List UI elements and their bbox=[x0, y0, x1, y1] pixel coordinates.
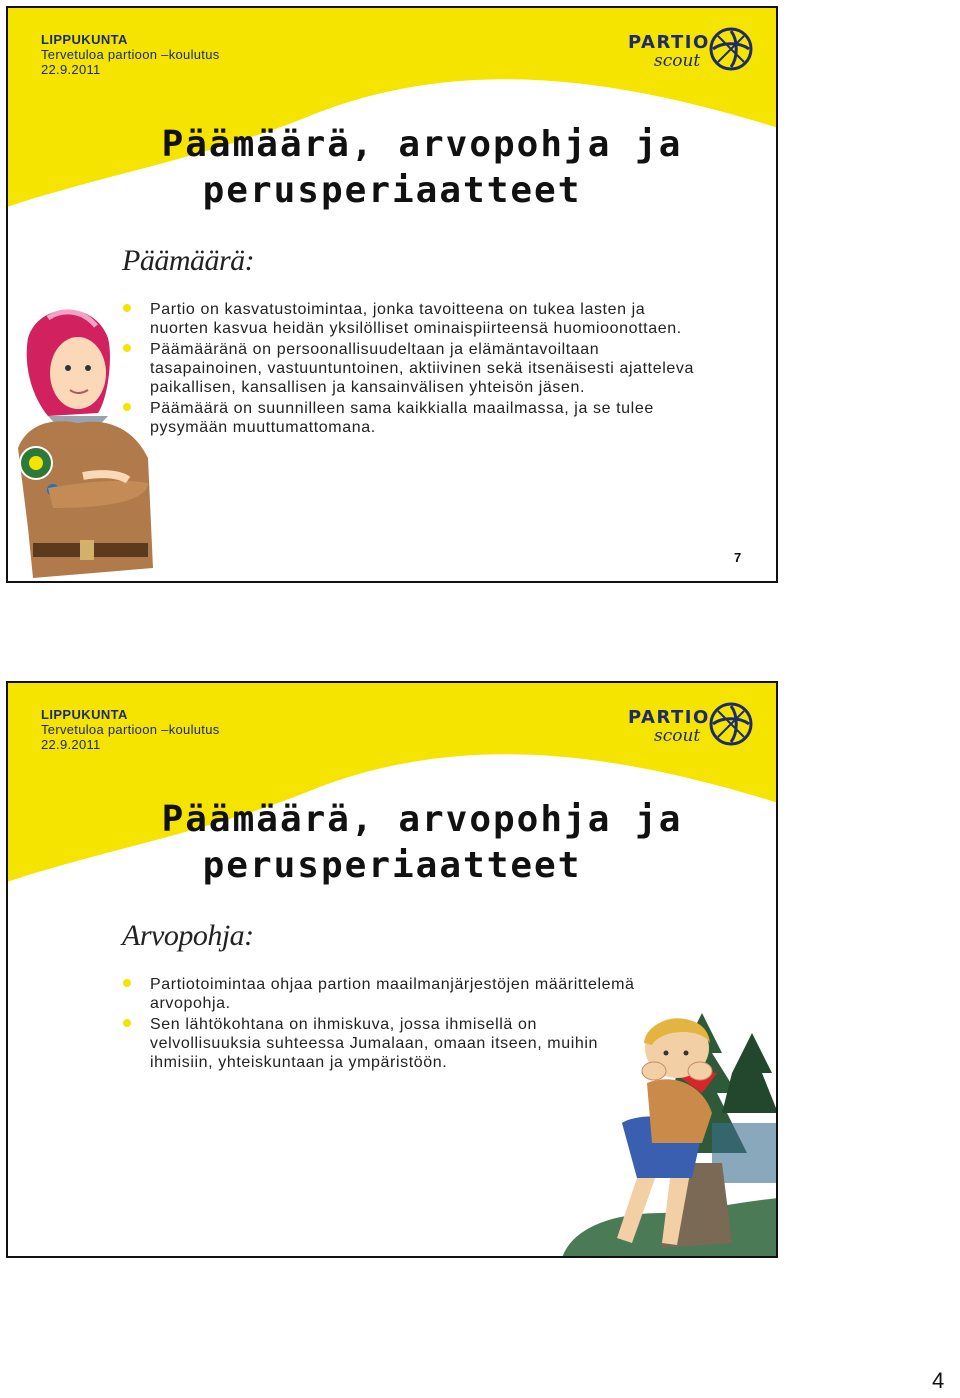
list-item: Partiotoimintaa ohjaa partion maailmanjärjestöjen määrittelemä arvopohja. bbox=[120, 975, 640, 1013]
scout-emblem-icon bbox=[708, 26, 754, 72]
header-subtitle: Tervetuloa partioon –koulutus bbox=[41, 722, 220, 737]
slide-2 bbox=[6, 681, 778, 1258]
bullet-list bbox=[120, 300, 700, 439]
partio-scout-logo: PARTIO scout bbox=[624, 697, 754, 753]
scout-girl-illustration bbox=[8, 298, 158, 583]
partio-scout-logo: PARTIO scout bbox=[624, 22, 754, 78]
org-name: LIPPUKUNTA bbox=[41, 32, 128, 47]
slide-header bbox=[41, 707, 220, 752]
list-item: Päämääränä on persoonallisuudeltaan ja elämäntavoiltaan tasapainoinen, vastuuntuntoinen, aktiivinen sekä itsenäisesti ajatteleva paikallisen, kansallisen ja kansainvälisen yhteisön jäsen. bbox=[120, 340, 700, 397]
document-page-number: 4 bbox=[932, 1368, 945, 1393]
section-heading: Arvopohja: bbox=[122, 919, 254, 952]
slide-page-number: 7 bbox=[734, 550, 742, 565]
scout-emblem-icon bbox=[708, 701, 754, 747]
scout-boy-illustration bbox=[562, 1013, 778, 1258]
slide-1 bbox=[6, 6, 778, 583]
org-name: LIPPUKUNTA bbox=[41, 707, 128, 722]
bullet-icon bbox=[123, 1019, 131, 1027]
list-item: Päämäärä on suunnilleen sama kaikkialla maailmassa, ja se tulee pysymään muuttumattomana. bbox=[120, 399, 700, 437]
slide-header bbox=[41, 32, 220, 77]
header-date: 22.9.2011 bbox=[41, 62, 101, 77]
bullet-icon bbox=[123, 979, 131, 987]
slide-title: Päämäärä, arvopohja ja perusperiaatteet bbox=[161, 799, 683, 886]
list-item: Partio on kasvatustoimintaa, jonka tavoitteena on tukea lasten ja nuorten kasvua heidän yksilölliset ominaispiirteensä huomioonottaen. bbox=[120, 300, 700, 338]
list-item: Sen lähtökohtana on ihmiskuva, jossa ihmisellä on velvollisuuksia suhteessa Jumalaan, omaan itseen, muihin ihmisiin, yhteiskuntaan ja ympäristöön. bbox=[120, 1015, 640, 1072]
header-subtitle: Tervetuloa partioon –koulutus bbox=[41, 47, 220, 62]
header-date: 22.9.2011 bbox=[41, 737, 101, 752]
slide-title: Päämäärä, arvopohja ja perusperiaatteet bbox=[161, 124, 683, 211]
section-heading: Päämäärä: bbox=[122, 244, 255, 277]
